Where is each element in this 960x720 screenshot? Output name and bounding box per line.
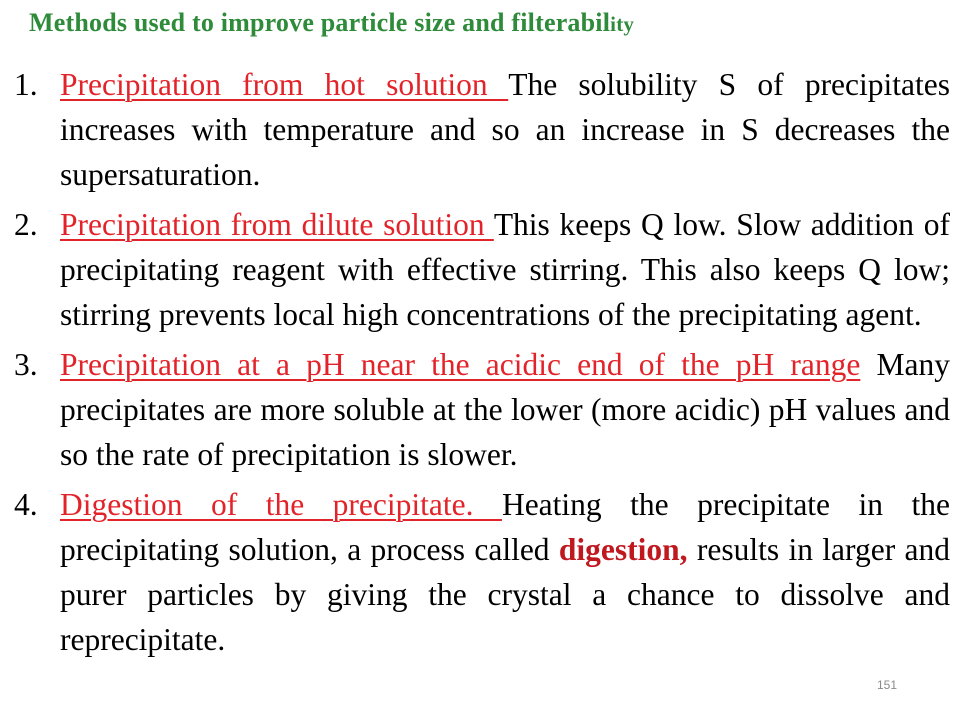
- slide-title-tail: ity: [610, 12, 635, 36]
- item-heading: Precipitation from dilute solution: [60, 207, 494, 242]
- item-body-before: Heating the precipitate in the precipitating solution, a process called: [60, 487, 950, 567]
- item-body: The solubility S of precipitates increases with temperature and so an increase in S decreases the supersaturation.: [60, 67, 950, 192]
- item-heading: Precipitation from hot solution: [60, 67, 509, 102]
- list-item-hot-solution: [14, 62, 950, 197]
- page-number: 151: [877, 678, 898, 692]
- list-item-dilute-solution: [14, 202, 950, 337]
- list-item-digestion: [14, 482, 950, 662]
- item-heading: Digestion of the precipitate.: [60, 487, 502, 522]
- digestion-term: digestion,: [558, 532, 688, 567]
- list-item-acidic-ph: [14, 342, 950, 477]
- item-body: Many precipitates are more soluble at the lower (more acidic) pH values and so the rate of precipitation is slower.: [60, 347, 950, 472]
- item-body: This keeps Q low. Slow addition of precipitating reagent with effective stirring. This also keeps Q low; stirring prevents local high concentrations of the precipitating agent.: [60, 207, 951, 332]
- item-body-after: results in larger and purer particles by giving the crystal a chance to dissolve and reprecipitate.: [60, 532, 950, 657]
- item-number: 2.: [14, 207, 38, 242]
- methods-list: [14, 62, 950, 667]
- item-number: 1.: [14, 67, 38, 102]
- item-number: 4.: [14, 487, 38, 522]
- item-heading: Precipitation at a pH near the acidic end of the pH range: [60, 347, 861, 382]
- slide-title-main: Methods used to improve particle size and filterabil: [29, 8, 611, 37]
- item-number: 3.: [14, 347, 38, 382]
- slide-title: [29, 8, 634, 38]
